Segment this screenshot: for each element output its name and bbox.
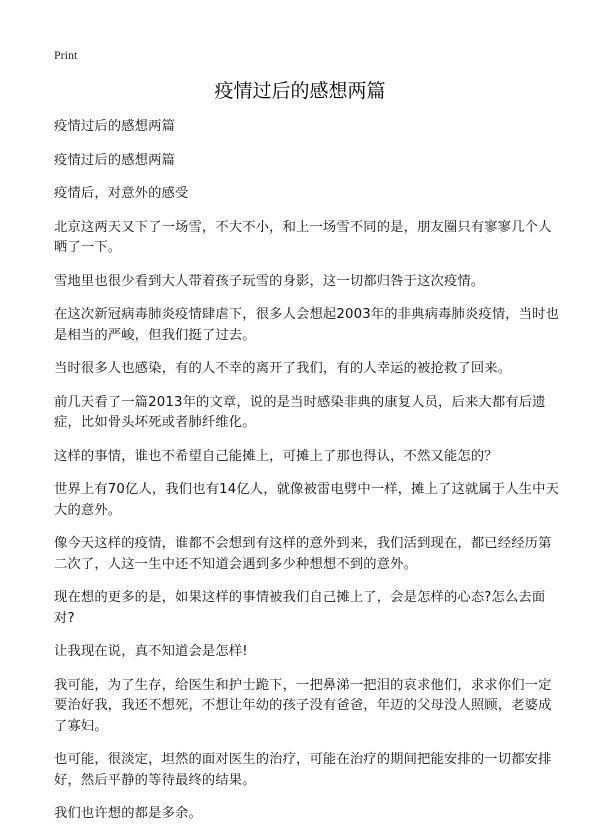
paragraph: 雪地里也很少看到大人带着孩子玩雪的身影，这一切都归咎于这次疫情。 [54,273,485,289]
paragraph: 也可能，很淡定，坦然的面对医生的治疗，可能在治疗的期间把能安排的一切都安排好，然后平静的等待最终的结果。 [54,752,552,788]
paragraph: 这样的事情，谁也不希望自己能摊上，可摊上了那也得认，不然又能怎的？ [54,448,498,464]
paragraph: 疫情后，对意外的感受 [54,186,189,201]
paragraph: 北京这两天又下了一场雪，不大不小，和上一场雪不同的是，朋友圈只有寥寥几个人晒了一下。 [54,219,552,255]
paragraph: 世界上有70亿人，我们也有14亿人，就像被雷电劈中一样，摊上了这就属于人生中天大的意外。 [54,482,560,518]
paragraph: 现在想的更多的是，如果这样的事情被我们自己摊上了，会是怎样的心态?怎么去面对? [54,590,546,626]
print-link[interactable]: Print [54,48,78,62]
paragraph: 我们也许想的都是多余。 [54,806,202,821]
paragraph: 疫情过后的感想两篇 [54,119,176,134]
paragraph: 当时很多人也感染，有的人不幸的离开了我们，有的人幸运的被抢救了回来。 [54,361,512,376]
paragraph: 在这次新冠病毒肺炎疫情肆虐下，很多人会想起2003年的非典病毒肺炎疫情，当时也是相当的严峻，但我们挺了过去。 [54,307,560,343]
paragraph: 像今天这样的疫情，谁都不会想到有这样的意外到来，我们活到现在，都已经经历第二次了，人这一生中还不知道会遇到多少种想想不到的意外。 [54,536,552,572]
article-body [54,117,564,838]
paragraph: 前几天看了一篇2013年的文章，说的是当时感染非典的康复人员，后来大都有后遗症，比如骨头坏死或者肺纤维化。 [54,394,546,430]
paragraph: 我可能，为了生存，给医生和护士跪下，一把鼻涕一把泪的哀求他们，求求你们一定要治好我，我还不想死，不想让年幼的孩子没有爸爸，年迈的父母没人照顾，老婆成了寡妇。 [54,677,552,734]
paragraph: 疫情过后的感想两篇 [54,152,176,168]
article-title: 疫情过后的感想两篇 [214,80,386,102]
paragraph: 让我现在说，真不知道会是怎样! [54,644,248,659]
